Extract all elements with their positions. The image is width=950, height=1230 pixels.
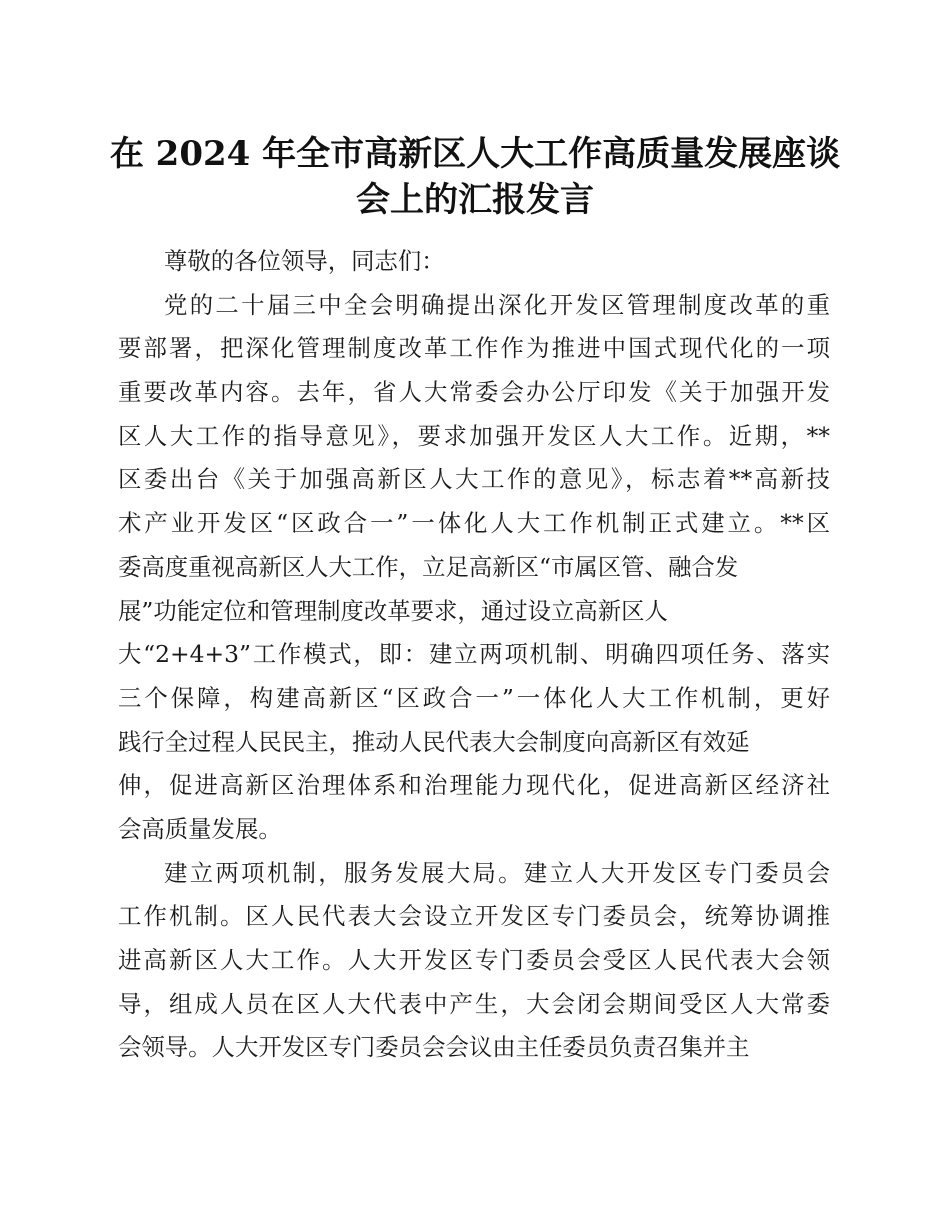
paragraph-line: 展”功能定位和管理制度改革要求，通过设立高新区人 <box>118 596 668 625</box>
paragraph-line: 术产业开发区“区政合一”一体化人大工作机制正式建立。**区 <box>118 509 830 538</box>
paragraph-line: 区人大工作的指导意见》，要求加强开发区人大工作。近期，** <box>118 421 830 450</box>
document-title <box>100 131 850 223</box>
salutation: 尊敬的各位领导，同志们： <box>164 247 445 275</box>
paragraph-line: 会高质量发展。 <box>118 814 282 843</box>
paragraph-line: 区委出台《关于加强高新区人大工作的意见》，标志着**高新技 <box>118 465 830 494</box>
paragraph-line: 建立两项机制，服务发展大局。建立人大开发区专门委员会 <box>164 858 830 887</box>
paragraph-line: 伸，促进高新区治理体系和治理能力现代化，促进高新区经济社 <box>118 771 830 800</box>
paragraph-line: 大“2+4+3”工作模式，即：建立两项机制、明确四项任务、落实 <box>118 640 830 669</box>
document-body <box>118 240 830 1070</box>
paragraph-line: 导，组成人员在区人大代表中产生，大会闭会期间受区人大常委 <box>118 989 830 1018</box>
paragraph-line: 委高度重视高新区人大工作，立足高新区“市属区管、融合发 <box>118 552 739 581</box>
paragraph-line: 工作机制。区人民代表大会设立开发区专门委员会，统筹协调推 <box>118 902 830 931</box>
title-line-2: 会上的汇报发言 <box>356 180 594 220</box>
paragraph-line: 会领导。人大开发区专门委员会会议由主任委员负责召集并主 <box>118 1033 750 1062</box>
paragraph-line: 践行全过程人民民主，推动人民代表大会制度向高新区有效延 <box>118 727 750 756</box>
paragraph-line: 党的二十届三中全会明确提出深化开发区管理制度改革的重 <box>164 290 830 319</box>
paragraph-line: 要部署，把深化管理制度改革工作作为推进中国式现代化的一项 <box>118 334 830 363</box>
title-line-1: 在 2024 年全市高新区人大工作高质量发展座谈 <box>109 134 841 174</box>
paragraph-line: 进高新区人大工作。人大开发区专门委员会受区人民代表大会领 <box>118 946 830 974</box>
paragraph-line: 三个保障，构建高新区“区政合一”一体化人大工作机制，更好 <box>118 683 830 712</box>
paragraph-line: 重要改革内容。去年，省人大常委会办公厅印发《关于加强开发 <box>118 378 830 407</box>
